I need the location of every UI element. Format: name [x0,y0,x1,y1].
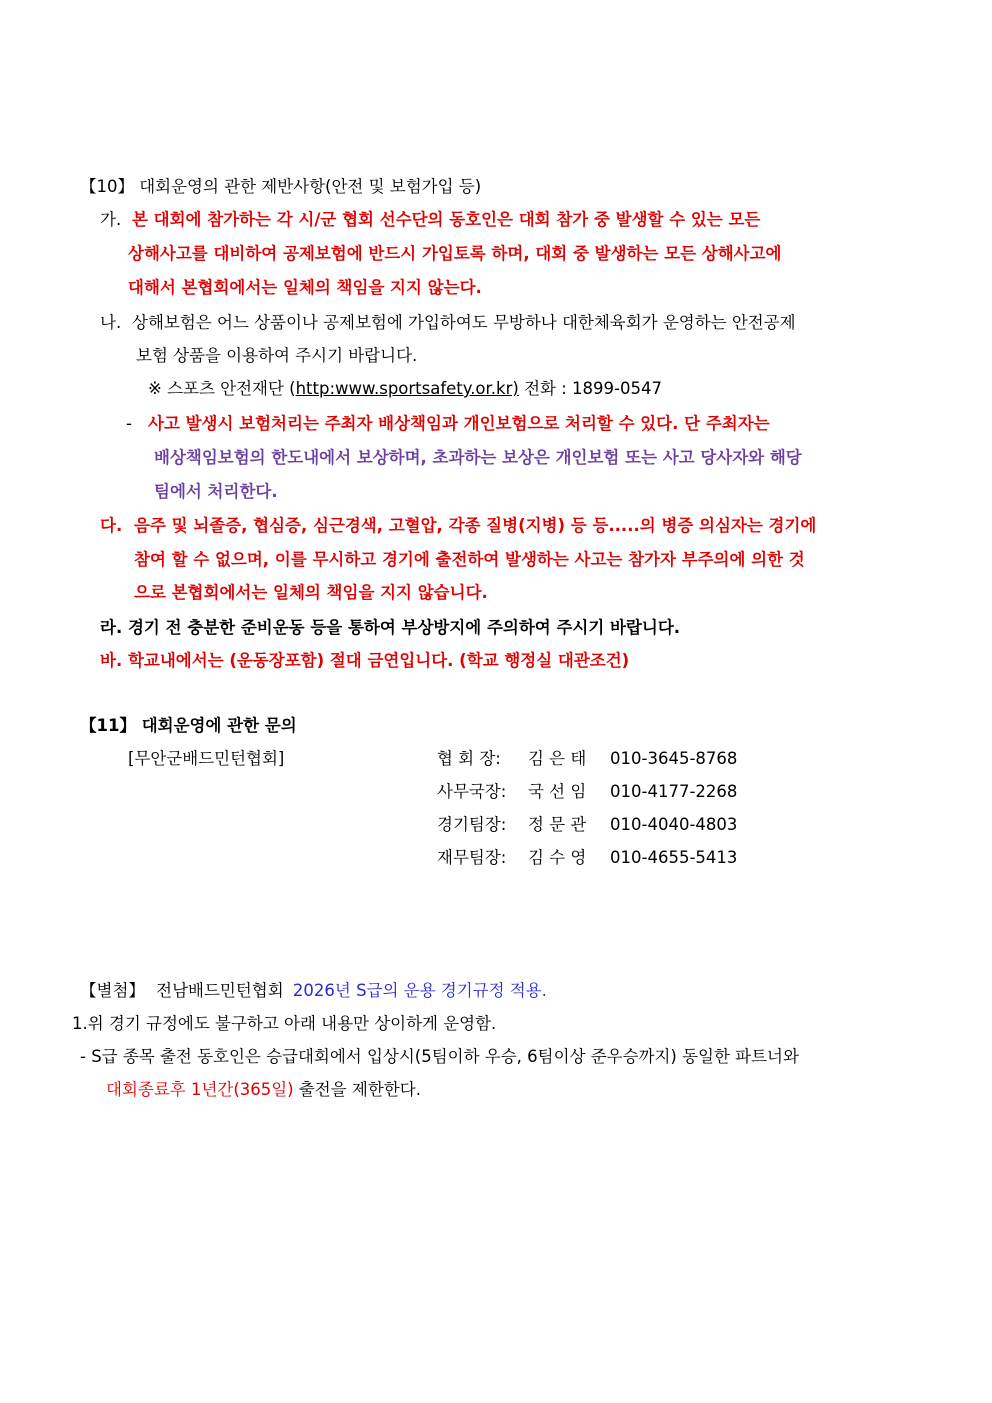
attachment-item1: 1.위 경기 규정에도 불구하고 아래 내용만 상이하게 운영함. [72,1014,497,1033]
item-ga-line2: 상해사고를 대비하여 공제보험에 반드시 가입토록 하며, 대회 중 발생하는 모든 상해사고에 [128,244,782,263]
contact-phone: 010-4040-4803 [610,815,738,834]
contact-role: 협 회 장: [437,749,501,768]
insurance-note-prefix: ※ 스포츠 안전재단 ( [148,379,296,398]
contact-name: 김 수 영 [528,848,587,867]
section11-heading: 【11】 대회운영에 관한 문의 [80,716,297,735]
attachment-rule: 2026년 S급의 운용 경기규정 적용. [292,981,547,1000]
item-na-line2: 보험 상품을 이용하여 주시기 바랍니다. [136,346,418,365]
item-da-line3: 으로 본협회에서는 일체의 책임을 지지 않습니다. [134,583,488,602]
attachment-title [80,980,547,1002]
item-na-line1: 상해보험은 어느 상품이나 공제보험에 가입하여도 무방하나 대한체육회가 운영하는 안전공제 [132,313,796,332]
attachment-org: 전남배드민턴협회 [156,981,284,1000]
contact-phone: 010-4177-2268 [610,782,738,801]
dash-line1: 사고 발생시 보험처리는 주최자 배상책임과 개인보험으로 처리할 수 있다. 단 주최자는 [148,414,770,433]
item-da-line1: 음주 및 뇌졸증, 협심증, 심근경색, 고혈압, 각종 질병(지병) 등 등.....의 병증 의심자는 경기에 [134,516,817,535]
section10-heading: 【10】 대회운영의 관한 제반사항(안전 및 보험가입 등) [80,177,482,196]
contact-phone: 010-4655-5413 [610,848,738,867]
restriction-rest: 출전을 제한한다. [293,1080,421,1099]
item-da-marker: 다. [100,516,123,535]
sportsafety-link[interactable]: http:www.sportsafety.or.kr) [295,379,519,398]
attachment-label: 【별첨】 [80,981,145,1000]
item-ba: 바. 학교내에서는 (운동장포함) 절대 금연입니다. (학교 행정실 대관조건) [100,651,630,670]
insurance-note [148,378,662,400]
dash-line3: 팀에서 처리한다. [154,482,278,501]
attachment-dash-line1: - S급 종목 출전 동호인은 승급대회에서 입상시(5팀이하 우승, 6팀이상 준우승까지) 동일한 파트너와 [80,1047,799,1066]
dash-marker: - [126,414,132,433]
contact-role: 재무팀장: [437,848,507,867]
attachment-dash-line2 [106,1079,421,1101]
item-ga-line3: 대해서 본협회에서는 일체의 책임을 지지 않는다. [128,278,482,297]
contact-org: [무안군배드민턴협회] [128,749,285,768]
item-ra: 라. 경기 전 충분한 준비운동 등을 통하여 부상방지에 주의하여 주시기 바랍니다. [100,618,681,637]
insurance-note-phone: 전화 : 1899-0547 [518,379,662,398]
contact-name: 정 문 관 [528,815,587,834]
restriction-period: 대회종료후 1년간(365일) [106,1080,294,1099]
contact-name: 김 은 태 [528,749,587,768]
item-da-line2: 참여 할 수 없으며, 이를 무시하고 경기에 출전하여 발생하는 사고는 참가자 부주의에 의한 것 [134,550,805,569]
contact-role: 사무국장: [437,782,507,801]
item-na-marker: 나. [100,313,122,332]
contact-name: 국 선 임 [528,782,587,801]
dash-line2: 배상책임보험의 한도내에서 보상하며, 초과하는 보상은 개인보험 또는 사고 당사자와 해당 [154,448,802,467]
item-ga-line1: 본 대회에 참가하는 각 시/군 협회 선수단의 동호인은 대회 참가 중 발생할 수 있는 모든 [132,210,761,229]
contact-phone: 010-3645-8768 [610,749,738,768]
item-ga-marker: 가. [100,210,122,229]
contact-role: 경기팀장: [437,815,507,834]
